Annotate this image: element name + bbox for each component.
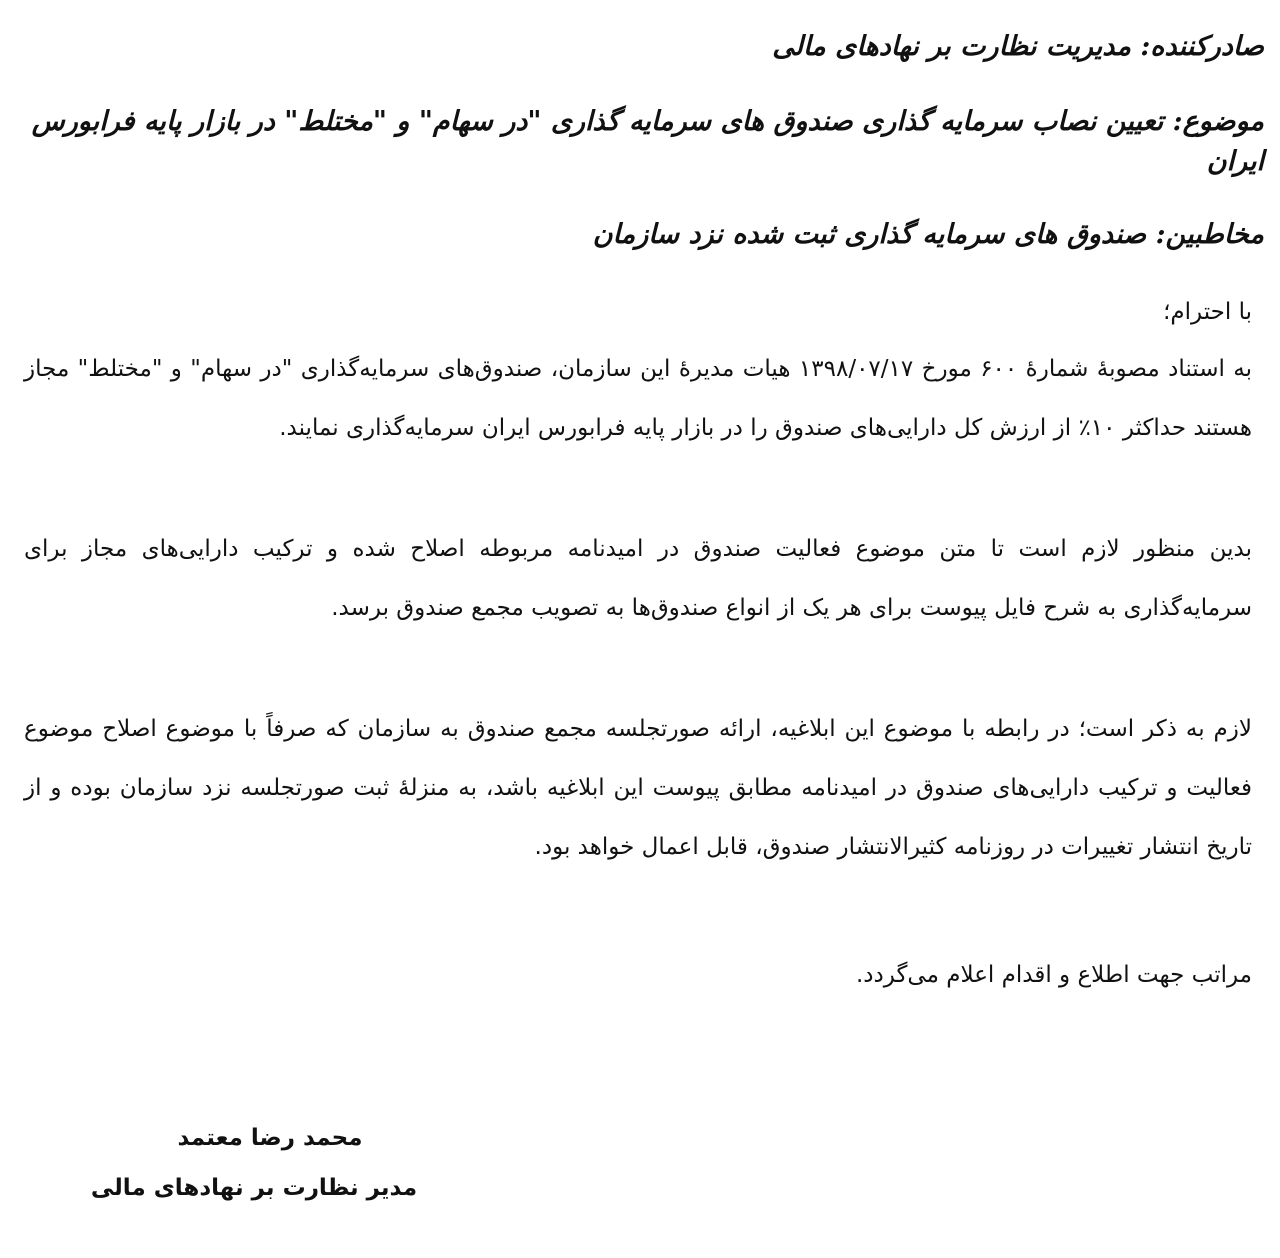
paragraph-1: به استناد مصوبهٔ شمارهٔ ۶۰۰ مورخ ۱۳۹۸/۰۷/۱۷ هیات مدیرهٔ این سازمان، صندوق‌های سرمایه‌گذاری "در سهام" و "مختلط" مجاز هستند حداکثر ۱۰٪ از ارزش کل دارایی‌های صندوق را در بازار پایه فرابورس ایران سرمایه‌گذاری نمایند. [24,356,1253,441]
subject-line: موضوع: تعیین نصاب سرمایه گذاری صندوق های سرمایه گذاری "در سهام" و "مختلط" در بازار پایه فرابورس ایران [31,106,1264,177]
greeting: با احترام؛ [1163,299,1252,325]
addressee-line: مخاطبین: صندوق های سرمایه گذاری ثبت شده نزد سازمان [592,219,1264,250]
closing-line: مراتب جهت اطلاع و اقدام اعلام می‌گردد. [856,962,1252,988]
signer-title: مدیر نظارت بر نهادهای مالی [90,1175,418,1201]
paragraph-2: بدین منظور لازم است تا متن موضوع فعالیت صندوق در امیدنامه مربوطه اصلاح شده و ترکیب دارایی‌های مجاز برای سرمایه‌گذاری به شرح فایل پیوست برای هر یک از انواع صندوق‌ها به تصویب مجمع صندوق برسد. [24,536,1252,621]
signer-name: محمد رضا معتمد [177,1125,363,1151]
issuer-line: صادرکننده: مدیریت نظارت بر نهادهای مالی [772,31,1264,62]
paragraph-3: لازم به ذکر است؛ در رابطه با موضوع این ابلاغیه، ارائه صورتجلسه مجمع صندوق به سازمان که صرفاً با موضوع اصلاح موضوع فعالیت و ترکیب دارایی‌های صندوق در امیدنامه مطابق پیوست این ابلاغیه باشد، به منزلهٔ ثبت صورتجلسه نزد سازمان بوده و از تاریخ انتشار تغییرات در روزنامه کثیرالانتشار صندوق، قابل اعمال خواهد بود. [24,716,1252,860]
